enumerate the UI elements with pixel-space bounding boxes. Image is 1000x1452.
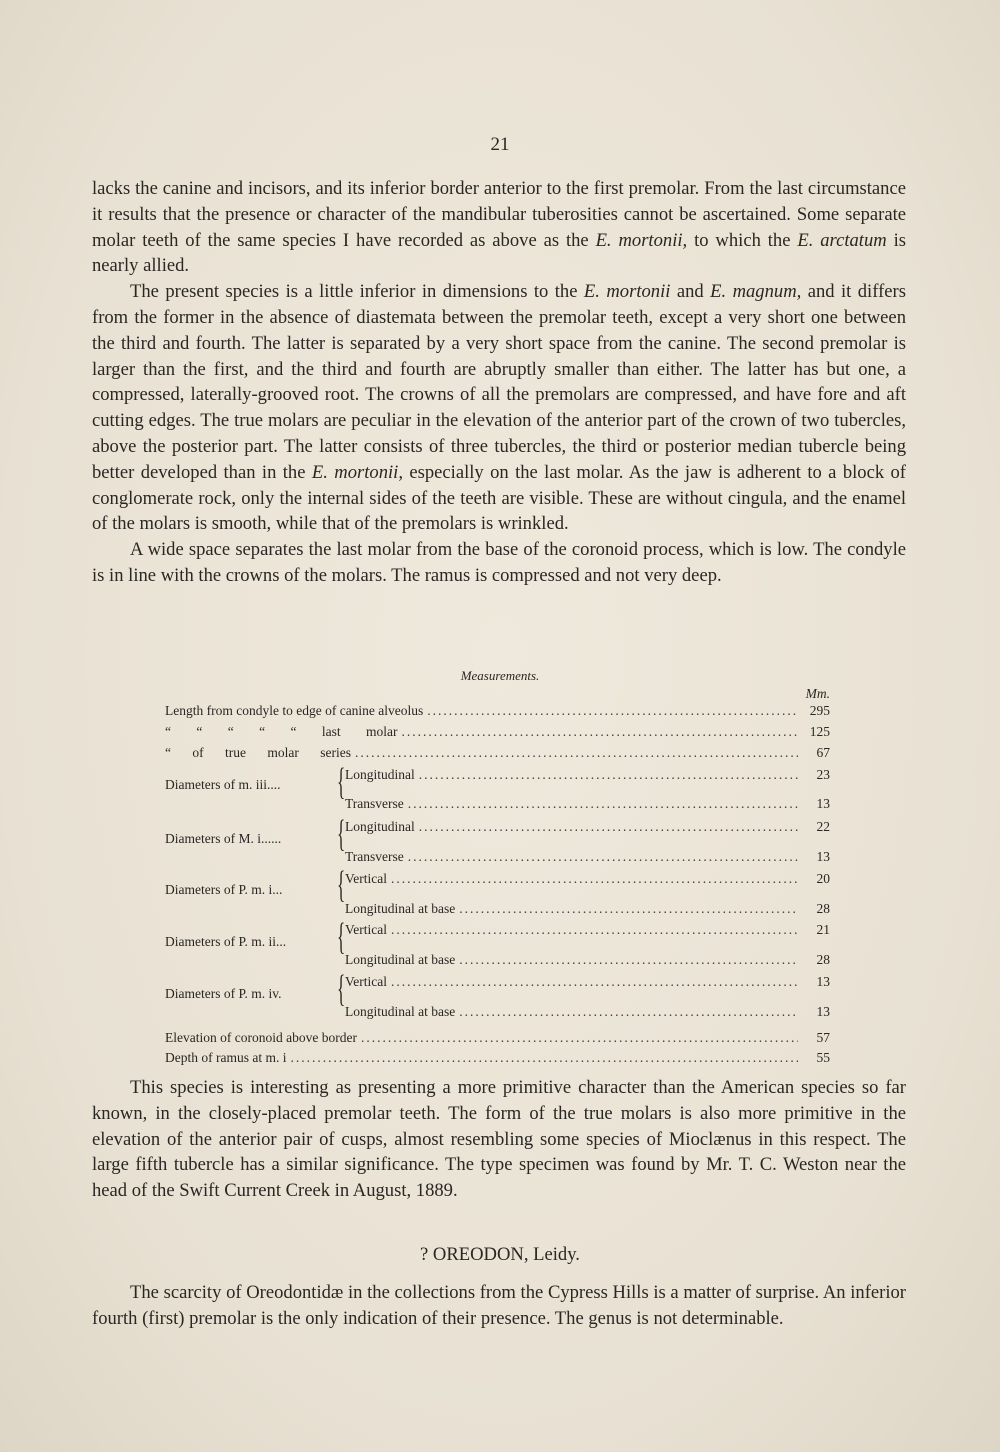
paragraph-4: This species is interesting as presenting a more primitive character than the American species so far known, in the closely-placed premolar teeth. The form of the true molars is also more primitive in the elevation of the anterior pair of cusps, almost resembling some species of Mioclænus in this respect. The large fifth tubercle has a similar significance. The type specimen was found by Mr. T. C. Weston near the head of the Swift Current Creek in August, 1889. xyxy=(92,1077,906,1202)
table-row: Elevation of coronoid above border ..... 57 xyxy=(165,1030,830,1048)
leader-dots xyxy=(408,849,798,865)
leader-dots xyxy=(391,922,798,938)
leader-dots xyxy=(290,1050,798,1066)
table-row: Longitudinal at base ..... 28 xyxy=(345,901,830,919)
body-text-bottom xyxy=(92,1280,906,1332)
leader-dots xyxy=(401,724,798,740)
table-row: Length from condyle to edge of canine alveolus ..... 295 xyxy=(165,703,830,721)
brace: { xyxy=(337,761,346,803)
leader-dots xyxy=(419,819,798,835)
body-text-top xyxy=(92,176,906,589)
paragraph-2: The present species is a little inferior in dimensions to the E. mortonii and E. magnum, and it differs from the former in the absence of diastemata between the premolar teeth, except a very short one between the third and fourth. The latter is separated by a very short space from the canine. The second premolar is larger than the first, and the third and fourth are abruptly smaller than either. The latter has but one, a compressed, laterally-grooved root. The crowns of all the premolars are compressed, and have fore and aft cutting edges. The true molars are peculiar in the elevation of the anterior part of the crown of two tubercles, above the posterior part. The latter consists of three tubercles, the third or posterior median tubercle being better developed than in the E. mortonii, especially on the last molar. As the jaw is adherent to a block of conglomerate rock, only the internal sides of the teeth are visible. These are without cingula, and the enamel of the molars is smooth, while that of the premolars is wrinkled. xyxy=(92,281,907,535)
measurements-title: Measurements. xyxy=(460,668,540,683)
group-label-m-i: Diameters of M. i...... xyxy=(165,831,282,846)
page-number: 21 xyxy=(490,134,510,155)
leader-dots xyxy=(391,871,798,887)
leader-dots xyxy=(391,974,798,990)
group-label-pm-ii: Diameters of P. m. ii... xyxy=(165,934,287,949)
table-row: Transverse ..... 13 xyxy=(345,849,830,867)
leader-dots xyxy=(459,952,798,968)
table-row: Longitudinal at base ..... 13 xyxy=(345,1004,830,1022)
leader-dots xyxy=(419,767,798,783)
brace: { xyxy=(337,813,346,855)
leader-dots xyxy=(459,1004,798,1020)
brace: { xyxy=(337,968,346,1010)
leader-dots xyxy=(408,796,798,812)
group-label-pm-iv: Diameters of P. m. iv. xyxy=(165,986,282,1001)
group-label-pm-i: Diameters of P. m. i... xyxy=(165,882,283,897)
paragraph-1: lacks the canine and incisors, and its inferior border anterior to the first premolar. From the last circumstance it results that the presence or character of the mandibular tuberosities cannot be ascertained. Some separate molar teeth of the same species I have recorded as above as the E. mortonii, to which the E. arctatum is nearly allied. xyxy=(92,178,906,277)
table-row: Transverse ..... 13 xyxy=(345,796,830,814)
body-text-middle xyxy=(92,1075,906,1204)
table-row: Vertical ..... 21 xyxy=(345,922,830,940)
table-row: “ “ “ “ “ last molar ..... 125 xyxy=(165,724,830,742)
table-row: Longitudinal ..... 23 xyxy=(345,767,830,785)
table-row: Longitudinal ..... 22 xyxy=(345,819,830,837)
measurements-unit: Mm. xyxy=(805,686,830,701)
leader-dots xyxy=(427,703,798,719)
leader-dots xyxy=(459,901,798,917)
leader-dots xyxy=(361,1030,798,1046)
paragraph-5: The scarcity of Oreodontidæ in the collections from the Cypress Hills is a matter of surprise. An inferior fourth (first) premolar is the only indication of their presence. The genus is not determinable. xyxy=(92,1282,906,1329)
brace: { xyxy=(337,864,346,906)
table-row: Vertical ..... 20 xyxy=(345,871,830,889)
brace: { xyxy=(337,916,346,958)
group-label-m-iii: Diameters of m. iii.... xyxy=(165,777,281,792)
paragraph-3: A wide space separates the last molar from the base of the coronoid process, which is low. The condyle is in line with the crowns of the molars. The ramus is compressed and not very deep. xyxy=(92,539,906,586)
table-row: Vertical ..... 13 xyxy=(345,974,830,992)
table-row: Longitudinal at base ..... 28 xyxy=(345,952,830,970)
section-heading: ? OREODON, Leidy. xyxy=(420,1244,580,1265)
table-row: Depth of ramus at m. i ..... 55 xyxy=(165,1050,830,1068)
leader-dots xyxy=(355,745,798,761)
table-row: “ of true molar series ..... 67 xyxy=(165,745,830,763)
